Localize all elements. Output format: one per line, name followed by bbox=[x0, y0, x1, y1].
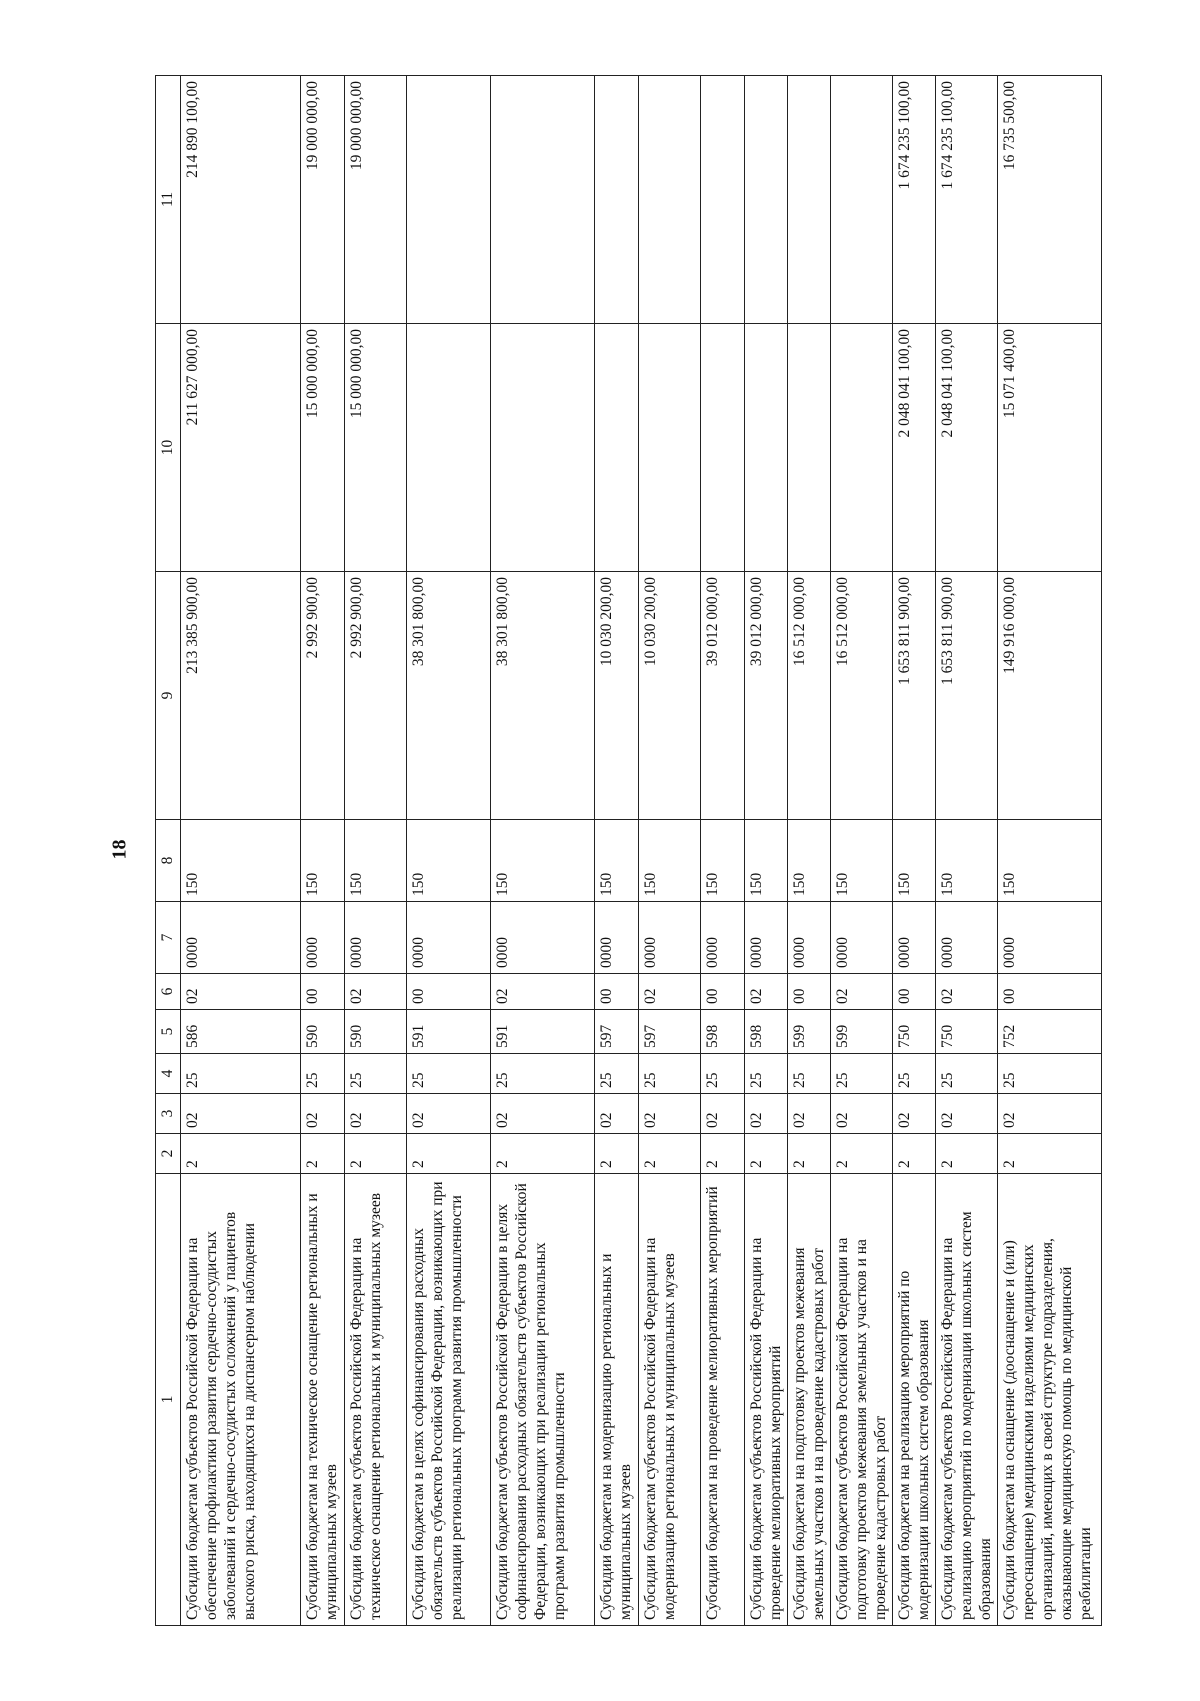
row-description: Субсидии бюджетам субъектов Российской Федерации на проведение мелиоративных мероприятий bbox=[745, 1174, 788, 1626]
header-cell: 10 bbox=[156, 324, 181, 572]
row-description: Субсидии бюджетам на проведение мелиоративных мероприятий bbox=[701, 1174, 745, 1626]
header-cell: 3 bbox=[156, 1094, 181, 1134]
row-description: Субсидии бюджетам субъектов Российской Федерации на техническое оснащение региональных и муниципальных музеев bbox=[345, 1174, 407, 1626]
row-code-col8: 150 bbox=[407, 820, 491, 902]
row-amount-col11 bbox=[639, 76, 701, 324]
row-amount-col9: 38 301 800,00 bbox=[491, 572, 595, 820]
row-code-col5: 599 bbox=[831, 1010, 893, 1054]
row-code-col4: 25 bbox=[491, 1054, 595, 1094]
row-amount-col9: 1 653 811 900,00 bbox=[936, 572, 998, 820]
row-code-col5: 752 bbox=[998, 1010, 1102, 1054]
table-row bbox=[595, 76, 639, 1626]
row-amount-col9: 39 012 000,00 bbox=[701, 572, 745, 820]
row-code-col7: 0000 bbox=[701, 902, 745, 974]
table-row bbox=[893, 76, 936, 1626]
row-description: Субсидии бюджетам субъектов Российской Федерации на подготовку проектов межевания земельных участков и на проведение кадастровых работ bbox=[831, 1174, 893, 1626]
row-amount-col10 bbox=[745, 324, 788, 572]
row-code-col3: 02 bbox=[595, 1094, 639, 1134]
table-row bbox=[701, 76, 745, 1626]
row-code-col6: 02 bbox=[491, 974, 595, 1010]
row-code-col4: 25 bbox=[893, 1054, 936, 1094]
row-amount-col11 bbox=[745, 76, 788, 324]
header-cell: 2 bbox=[156, 1134, 181, 1174]
row-amount-col9: 149 916 000,00 bbox=[998, 572, 1102, 820]
row-code-col6: 00 bbox=[595, 974, 639, 1010]
row-code-col4: 25 bbox=[745, 1054, 788, 1094]
row-code-col2: 2 bbox=[788, 1134, 831, 1174]
row-description: Субсидии бюджетам субъектов Российской Федерации на обеспечение профилактики развития сердечно-сосудистых заболеваний и сердечно-сосудистых осложнений у пациентов высокого риска, находящихся на диспансерном наблюдении bbox=[181, 1174, 301, 1626]
row-amount-col10 bbox=[595, 324, 639, 572]
row-description: Субсидии бюджетам субъектов Российской Федерации на модернизацию региональных и муниципальных музеев bbox=[639, 1174, 701, 1626]
row-code-col8: 150 bbox=[788, 820, 831, 902]
table-row bbox=[936, 76, 998, 1626]
table-row bbox=[301, 76, 345, 1626]
table-row bbox=[998, 76, 1102, 1626]
row-code-col7: 0000 bbox=[998, 902, 1102, 974]
table-row bbox=[345, 76, 407, 1626]
row-code-col8: 150 bbox=[301, 820, 345, 902]
table-row bbox=[181, 76, 301, 1626]
row-amount-col11: 214 890 100,00 bbox=[181, 76, 301, 324]
row-code-col6: 00 bbox=[788, 974, 831, 1010]
row-code-col6: 02 bbox=[639, 974, 701, 1010]
row-amount-col10: 15 000 000,00 bbox=[301, 324, 345, 572]
row-description: Субсидии бюджетам субъектов Российской Федерации в целях софинансирования расходных обязательств субъектов Российской Федерации, возникающих при реализации региональных программ развития промышленности bbox=[491, 1174, 595, 1626]
row-amount-col10 bbox=[831, 324, 893, 572]
row-code-col4: 25 bbox=[936, 1054, 998, 1094]
row-amount-col10: 2 048 041 100,00 bbox=[893, 324, 936, 572]
row-code-col7: 0000 bbox=[181, 902, 301, 974]
row-code-col4: 25 bbox=[639, 1054, 701, 1094]
row-code-col7: 0000 bbox=[893, 902, 936, 974]
row-code-col5: 591 bbox=[407, 1010, 491, 1054]
row-code-col8: 150 bbox=[181, 820, 301, 902]
header-row bbox=[156, 76, 181, 1626]
row-code-col5: 591 bbox=[491, 1010, 595, 1054]
row-amount-col9: 38 301 800,00 bbox=[407, 572, 491, 820]
row-code-col7: 0000 bbox=[345, 902, 407, 974]
row-code-col3: 02 bbox=[831, 1094, 893, 1134]
row-amount-col10: 2 048 041 100,00 bbox=[936, 324, 998, 572]
row-code-col5: 590 bbox=[301, 1010, 345, 1054]
row-code-col4: 25 bbox=[595, 1054, 639, 1094]
row-code-col6: 00 bbox=[407, 974, 491, 1010]
row-code-col6: 02 bbox=[936, 974, 998, 1010]
row-amount-col11 bbox=[831, 76, 893, 324]
row-code-col3: 02 bbox=[893, 1094, 936, 1134]
row-code-col3: 02 bbox=[639, 1094, 701, 1134]
budget-table bbox=[155, 75, 1102, 1626]
row-code-col2: 2 bbox=[831, 1134, 893, 1174]
header-cell: 1 bbox=[156, 1174, 181, 1626]
row-code-col8: 150 bbox=[745, 820, 788, 902]
row-amount-col10 bbox=[788, 324, 831, 572]
row-code-col7: 0000 bbox=[831, 902, 893, 974]
row-amount-col9: 2 992 900,00 bbox=[345, 572, 407, 820]
row-description: Субсидии бюджетам на техническое оснащение региональных и муниципальных музеев bbox=[301, 1174, 345, 1626]
row-code-col2: 2 bbox=[639, 1134, 701, 1174]
row-code-col2: 2 bbox=[345, 1134, 407, 1174]
row-code-col3: 02 bbox=[701, 1094, 745, 1134]
table-row bbox=[831, 76, 893, 1626]
row-amount-col11 bbox=[788, 76, 831, 324]
header-cell: 8 bbox=[156, 820, 181, 902]
row-code-col2: 2 bbox=[407, 1134, 491, 1174]
row-amount-col9: 1 653 811 900,00 bbox=[893, 572, 936, 820]
row-description: Субсидии бюджетам на реализацию мероприятий по модернизации школьных систем образования bbox=[893, 1174, 936, 1626]
row-code-col7: 0000 bbox=[595, 902, 639, 974]
row-code-col6: 00 bbox=[998, 974, 1102, 1010]
row-amount-col11 bbox=[701, 76, 745, 324]
row-description: Субсидии бюджетам на модернизацию региональных и муниципальных музеев bbox=[595, 1174, 639, 1626]
row-description: Субсидии бюджетам субъектов Российской Федерации на реализацию мероприятий по модернизации школьных систем образования bbox=[936, 1174, 998, 1626]
row-code-col3: 02 bbox=[301, 1094, 345, 1134]
row-code-col6: 00 bbox=[701, 974, 745, 1010]
header-cell: 11 bbox=[156, 76, 181, 324]
row-code-col2: 2 bbox=[998, 1134, 1102, 1174]
row-amount-col10 bbox=[639, 324, 701, 572]
row-code-col4: 25 bbox=[301, 1054, 345, 1094]
row-code-col2: 2 bbox=[301, 1134, 345, 1174]
table-row bbox=[407, 76, 491, 1626]
row-code-col4: 25 bbox=[998, 1054, 1102, 1094]
row-amount-col11 bbox=[491, 76, 595, 324]
row-code-col6: 02 bbox=[181, 974, 301, 1010]
row-code-col6: 02 bbox=[345, 974, 407, 1010]
row-amount-col9: 10 030 200,00 bbox=[639, 572, 701, 820]
row-code-col5: 586 bbox=[181, 1010, 301, 1054]
row-amount-col10: 15 000 000,00 bbox=[345, 324, 407, 572]
row-amount-col9: 16 512 000,00 bbox=[831, 572, 893, 820]
row-amount-col10: 211 627 000,00 bbox=[181, 324, 301, 572]
row-code-col3: 02 bbox=[181, 1094, 301, 1134]
row-code-col3: 02 bbox=[745, 1094, 788, 1134]
row-amount-col10 bbox=[701, 324, 745, 572]
row-code-col7: 0000 bbox=[745, 902, 788, 974]
row-description: Субсидии бюджетам на подготовку проектов межевания земельных участков и на проведение кадастровых работ bbox=[788, 1174, 831, 1626]
row-code-col4: 25 bbox=[831, 1054, 893, 1094]
row-code-col3: 02 bbox=[345, 1094, 407, 1134]
row-amount-col10 bbox=[407, 324, 491, 572]
table-row bbox=[491, 76, 595, 1626]
row-code-col4: 25 bbox=[701, 1054, 745, 1094]
row-code-col5: 598 bbox=[745, 1010, 788, 1054]
row-code-col6: 00 bbox=[893, 974, 936, 1010]
row-code-col8: 150 bbox=[345, 820, 407, 902]
row-amount-col11 bbox=[407, 76, 491, 324]
row-code-col8: 150 bbox=[595, 820, 639, 902]
row-amount-col11: 19 000 000,00 bbox=[301, 76, 345, 324]
header-cell: 7 bbox=[156, 902, 181, 974]
row-code-col4: 25 bbox=[407, 1054, 491, 1094]
row-code-col6: 02 bbox=[745, 974, 788, 1010]
row-code-col3: 02 bbox=[998, 1094, 1102, 1134]
row-code-col8: 150 bbox=[936, 820, 998, 902]
table-row bbox=[639, 76, 701, 1626]
row-amount-col9: 2 992 900,00 bbox=[301, 572, 345, 820]
row-code-col7: 0000 bbox=[936, 902, 998, 974]
row-code-col8: 150 bbox=[491, 820, 595, 902]
row-code-col2: 2 bbox=[893, 1134, 936, 1174]
row-code-col5: 599 bbox=[788, 1010, 831, 1054]
header-cell: 4 bbox=[156, 1054, 181, 1094]
row-amount-col9: 39 012 000,00 bbox=[745, 572, 788, 820]
row-code-col5: 590 bbox=[345, 1010, 407, 1054]
row-amount-col10: 15 071 400,00 bbox=[998, 324, 1102, 572]
row-code-col7: 0000 bbox=[491, 902, 595, 974]
table-row bbox=[788, 76, 831, 1626]
row-amount-col11: 16 735 500,00 bbox=[998, 76, 1102, 324]
row-amount-col11: 19 000 000,00 bbox=[345, 76, 407, 324]
row-code-col5: 598 bbox=[701, 1010, 745, 1054]
row-code-col2: 2 bbox=[701, 1134, 745, 1174]
row-code-col5: 597 bbox=[639, 1010, 701, 1054]
page-number: 18 bbox=[108, 839, 131, 860]
rotated-page bbox=[155, 76, 1155, 1626]
row-code-col4: 25 bbox=[181, 1054, 301, 1094]
row-code-col3: 02 bbox=[936, 1094, 998, 1134]
row-code-col7: 0000 bbox=[407, 902, 491, 974]
header-cell: 6 bbox=[156, 974, 181, 1010]
row-code-col2: 2 bbox=[595, 1134, 639, 1174]
row-description: Субсидии бюджетам на оснащение (дооснащение и (или) переоснащение) медицинскими изделиями медицинских организаций, имеющих в своей структуре подразделения, оказывающие медицинскую помощь по медицинской реабилитации bbox=[998, 1174, 1102, 1626]
table-row bbox=[745, 76, 788, 1626]
row-code-col3: 02 bbox=[788, 1094, 831, 1134]
row-code-col8: 150 bbox=[831, 820, 893, 902]
row-code-col2: 2 bbox=[181, 1134, 301, 1174]
row-code-col6: 02 bbox=[831, 974, 893, 1010]
header-cell: 9 bbox=[156, 572, 181, 820]
row-code-col8: 150 bbox=[893, 820, 936, 902]
row-code-col3: 02 bbox=[407, 1094, 491, 1134]
row-code-col6: 00 bbox=[301, 974, 345, 1010]
row-amount-col11: 1 674 235 100,00 bbox=[893, 76, 936, 324]
row-code-col4: 25 bbox=[788, 1054, 831, 1094]
row-code-col5: 750 bbox=[893, 1010, 936, 1054]
row-code-col2: 2 bbox=[936, 1134, 998, 1174]
row-code-col7: 0000 bbox=[788, 902, 831, 974]
row-amount-col11 bbox=[595, 76, 639, 324]
header-cell: 5 bbox=[156, 1010, 181, 1054]
row-code-col5: 750 bbox=[936, 1010, 998, 1054]
row-code-col8: 150 bbox=[998, 820, 1102, 902]
row-amount-col10 bbox=[491, 324, 595, 572]
row-amount-col9: 16 512 000,00 bbox=[788, 572, 831, 820]
row-code-col8: 150 bbox=[701, 820, 745, 902]
row-code-col3: 02 bbox=[491, 1094, 595, 1134]
row-code-col4: 25 bbox=[345, 1054, 407, 1094]
row-amount-col9: 213 385 900,00 bbox=[181, 572, 301, 820]
row-code-col7: 0000 bbox=[301, 902, 345, 974]
row-code-col2: 2 bbox=[745, 1134, 788, 1174]
row-code-col7: 0000 bbox=[639, 902, 701, 974]
row-description: Субсидии бюджетам в целях софинансирования расходных обязательств субъектов Российской Федерации, возникающих при реализации региональных программ развития промышленности bbox=[407, 1174, 491, 1626]
row-code-col5: 597 bbox=[595, 1010, 639, 1054]
row-code-col8: 150 bbox=[639, 820, 701, 902]
row-code-col2: 2 bbox=[491, 1134, 595, 1174]
row-amount-col9: 10 030 200,00 bbox=[595, 572, 639, 820]
row-amount-col11: 1 674 235 100,00 bbox=[936, 76, 998, 324]
